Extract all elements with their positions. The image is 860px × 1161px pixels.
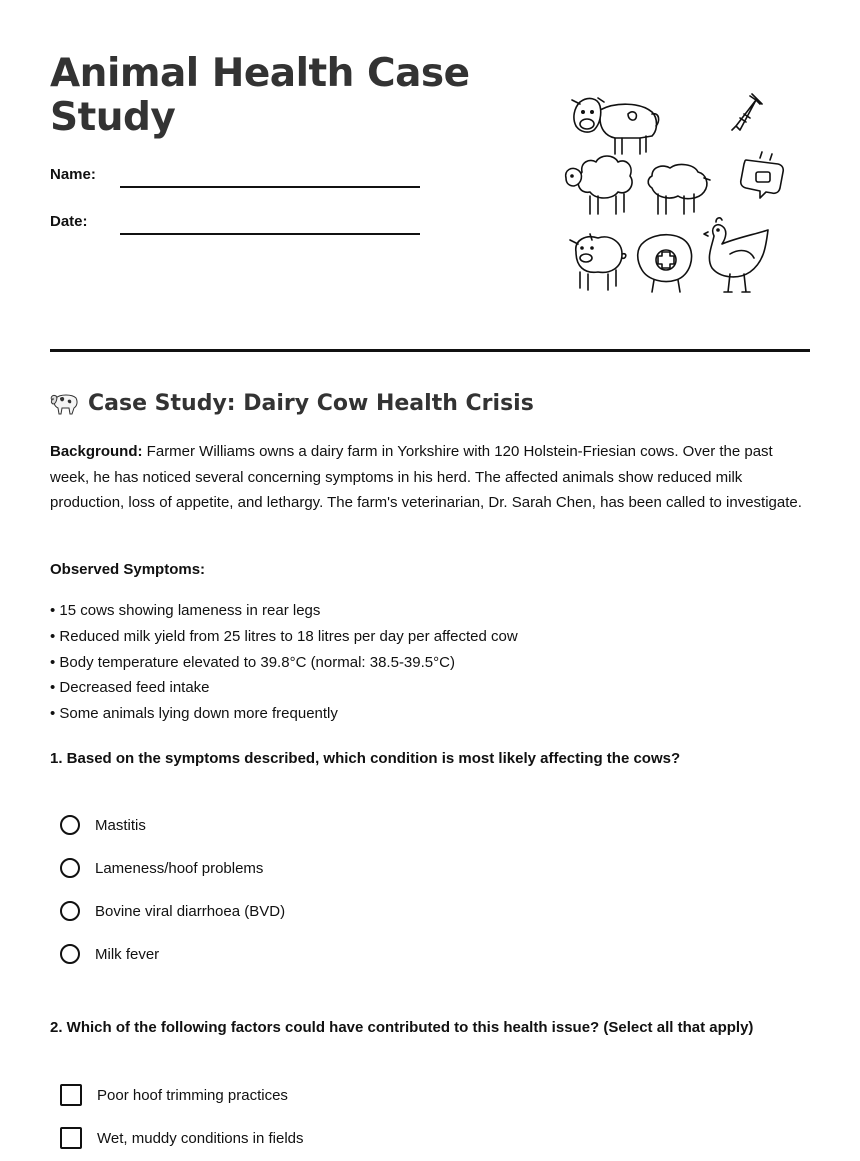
option-label: Mastitis — [95, 816, 146, 834]
chicken-icon — [704, 218, 768, 292]
option-label: Poor hoof trimming practices — [97, 1086, 288, 1104]
sheep-icon — [648, 165, 710, 214]
list-item: • Some animals lying down more frequently — [50, 705, 338, 723]
section-title — [50, 390, 534, 416]
symptoms-heading: Observed Symptoms: — [50, 561, 206, 578]
checkbox[interactable] — [60, 1084, 82, 1106]
syringe-icon — [732, 94, 762, 130]
list-item: • Reduced milk yield from 25 litres to 18 litres per day per affected cow — [50, 627, 518, 645]
option-label: Bovine viral diarrhoea (BVD) — [95, 902, 286, 920]
message-icon — [741, 152, 784, 198]
question-1-option[interactable] — [60, 815, 146, 835]
list-item: • Body temperature elevated to 39.8°C (normal: 38.5-39.5°C) — [50, 653, 455, 671]
question-1-option[interactable] — [60, 901, 285, 921]
list-item: • 15 cows showing lameness in rear legs — [50, 602, 321, 619]
section-title-text: Case Study: Dairy Cow Health Crisis — [88, 390, 534, 416]
medical-cross-icon — [638, 235, 692, 292]
question-1-option[interactable] — [60, 858, 263, 878]
cow-emoji-icon — [50, 390, 80, 416]
page-title: Animal Health Case Study — [50, 51, 470, 140]
question-2: 2. Which of the following factors could have contributed to this health issue? (Select all that apply) — [50, 1019, 754, 1036]
farm-animals-illustration — [560, 88, 790, 303]
option-label: Milk fever — [95, 945, 160, 963]
date-field[interactable] — [120, 233, 420, 235]
radio-button[interactable] — [60, 901, 80, 921]
background-text: Farmer Williams owns a dairy farm in Yorkshire with 120 Holstein-Friesian cows. Over the past week, he has noticed several concerning symptoms in his herd. The affected animals show reduced milk production, loss of appetite, and lethargy. The farm's veterinarian, Dr. Sarah Chen, has been called to investigate. — [50, 443, 802, 512]
name-field[interactable] — [120, 186, 420, 188]
radio-button[interactable] — [60, 858, 80, 878]
checkbox[interactable] — [60, 1127, 82, 1149]
background-label: Background: — [50, 443, 143, 460]
background-paragraph — [50, 439, 815, 516]
header-divider — [50, 349, 810, 352]
radio-button[interactable] — [60, 815, 80, 835]
cow-icon — [572, 98, 659, 154]
option-label: Lameness/hoof problems — [95, 859, 264, 877]
question-1-option[interactable] — [60, 944, 159, 964]
option-label: Wet, muddy conditions in fields — [97, 1129, 304, 1147]
question-2-option[interactable] — [60, 1084, 288, 1106]
question-2-option[interactable] — [60, 1127, 304, 1149]
sheep-icon — [566, 156, 632, 214]
pig-icon — [570, 234, 626, 290]
date-label: Date: — [50, 213, 88, 230]
radio-button[interactable] — [60, 944, 80, 964]
name-label: Name: — [50, 166, 96, 183]
list-item: • Decreased feed intake — [50, 679, 210, 697]
symptoms-list — [50, 598, 518, 727]
question-1: 1. Based on the symptoms described, which condition is most likely affecting the cows? — [50, 750, 681, 767]
